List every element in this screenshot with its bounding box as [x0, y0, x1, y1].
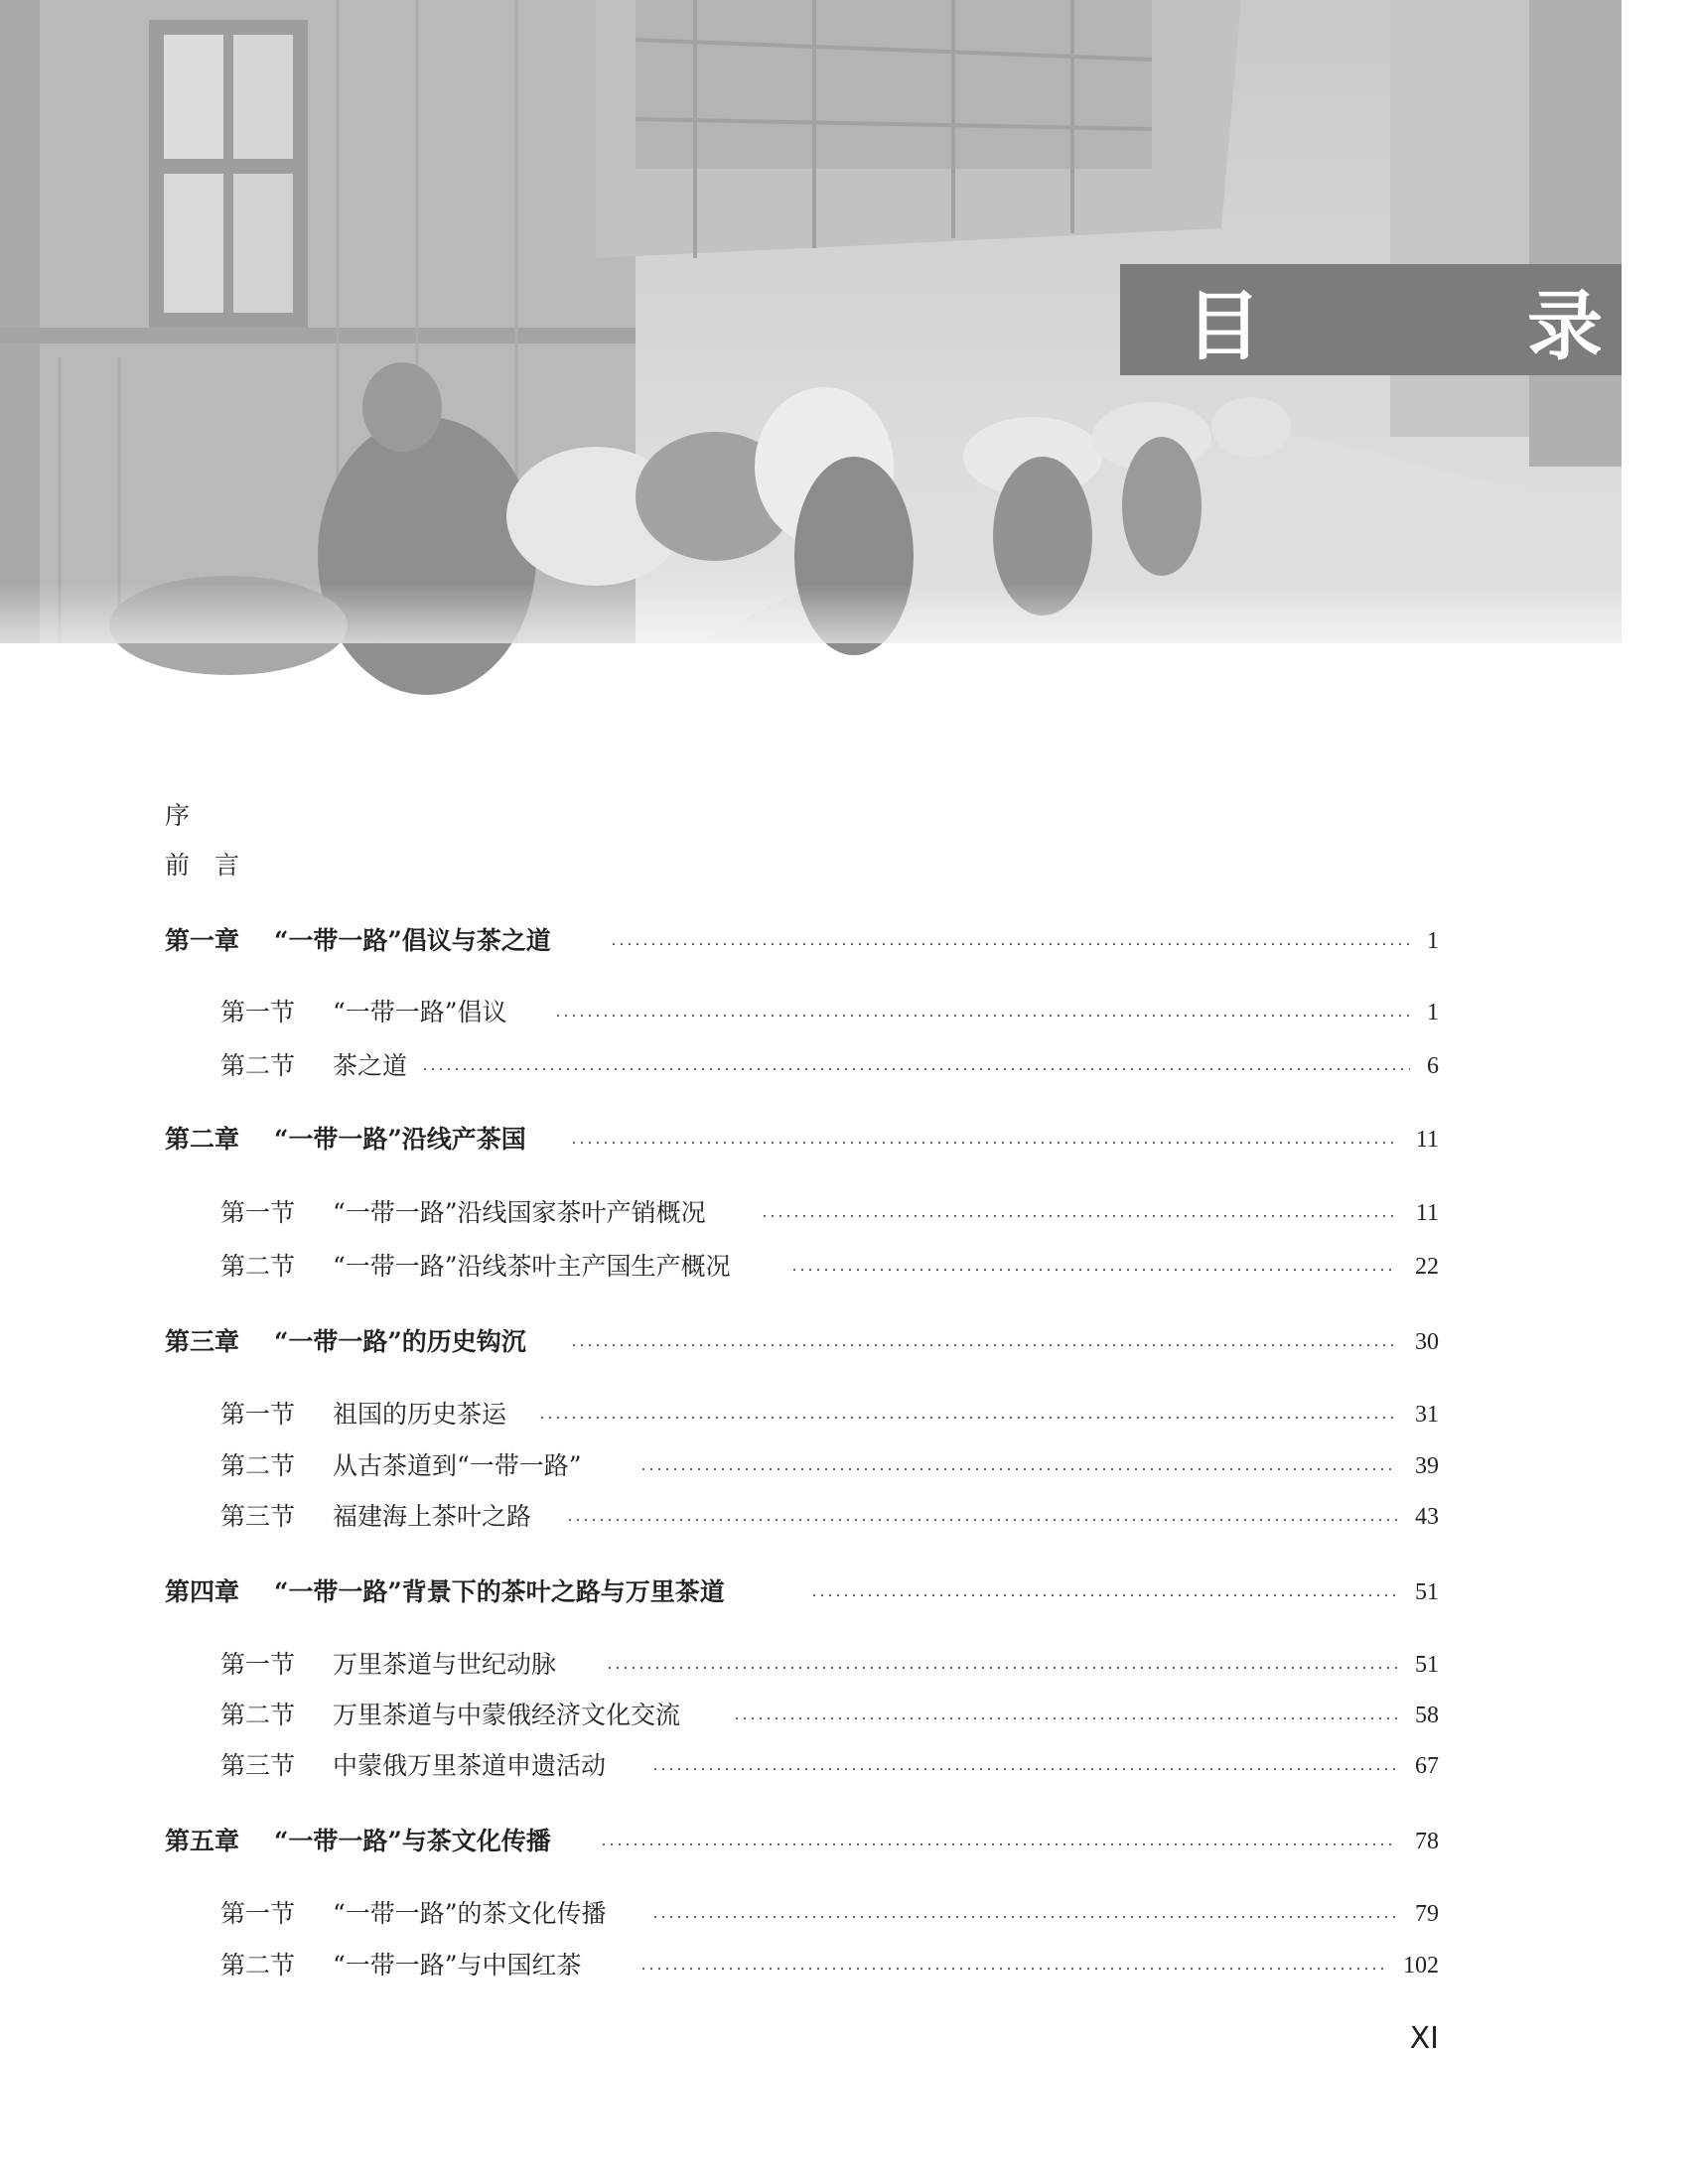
dot-leader — [761, 1215, 1397, 1217]
section-title: “一带一路”沿线茶叶主产国生产概况 — [333, 1252, 731, 1281]
page-folio: XI — [1409, 2021, 1439, 2056]
chapter-title: “一带一路”与茶文化传播 — [274, 1827, 551, 1855]
title-box — [1120, 264, 1698, 375]
toc-section-1-1[interactable] — [0, 993, 1622, 1032]
section-number: 第二节 — [220, 1451, 296, 1480]
toc-chapter-label — [165, 1572, 725, 1612]
toc-chapter-4[interactable] — [0, 1572, 1622, 1612]
toc-chapter-2[interactable] — [0, 1120, 1622, 1160]
page-number: 1 — [1427, 1000, 1439, 1025]
toc-section-5-1[interactable] — [0, 1894, 1622, 1934]
toc-section-3-3[interactable] — [0, 1497, 1622, 1537]
dot-leader — [733, 1717, 1397, 1719]
dot-leader — [651, 1916, 1397, 1918]
dot-leader — [421, 1068, 1410, 1070]
toc-front-label: 前 言 — [165, 851, 240, 880]
header-photo — [0, 0, 1698, 643]
dot-leader — [554, 1015, 1410, 1017]
section-title: 茶之道 — [333, 1051, 408, 1080]
page-number: 51 — [1415, 1579, 1439, 1605]
dot-leader — [566, 1519, 1397, 1521]
toc-section-label — [220, 1946, 582, 1985]
section-number: 第一节 — [220, 1400, 296, 1429]
toc-front-label: 序 — [165, 801, 191, 830]
toc-section-label — [220, 993, 507, 1032]
section-number: 第一节 — [220, 998, 296, 1026]
page-number: 22 — [1415, 1254, 1439, 1280]
chapter-number: 第四章 — [165, 1577, 240, 1606]
toc-chapter-label — [165, 1322, 526, 1362]
dot-leader — [610, 943, 1410, 945]
page-number: 39 — [1415, 1453, 1439, 1479]
chapter-title: “一带一路”背景下的茶叶之路与万里茶道 — [274, 1577, 725, 1606]
toc-section-label — [220, 1446, 582, 1486]
dot-leader — [639, 1968, 1383, 1970]
toc-chapter-label — [165, 921, 551, 961]
section-number: 第三节 — [220, 1502, 296, 1531]
dot-leader — [570, 1344, 1397, 1346]
chapter-number: 第五章 — [165, 1827, 240, 1855]
section-title: 万里茶道与中蒙俄经济文化交流 — [333, 1701, 681, 1729]
chapter-number: 第三章 — [165, 1327, 240, 1356]
chapter-title: “一带一路”沿线产茶国 — [274, 1125, 526, 1154]
toc-section-3-1[interactable] — [0, 1395, 1622, 1434]
section-number: 第一节 — [220, 1899, 296, 1928]
dot-leader — [651, 1768, 1397, 1770]
page-number: 79 — [1415, 1901, 1439, 1927]
section-title: 中蒙俄万里茶道申遗活动 — [333, 1751, 607, 1780]
dot-leader — [570, 1142, 1397, 1144]
section-title: “一带一路”与中国红茶 — [333, 1951, 582, 1979]
toc-section-2-1[interactable] — [0, 1193, 1622, 1233]
dot-leader — [606, 1667, 1397, 1669]
toc-chapter-5[interactable] — [0, 1822, 1622, 1861]
toc-section-label — [220, 1645, 556, 1685]
section-title: “一带一路”倡议 — [333, 998, 507, 1026]
toc-section-label — [220, 1497, 531, 1537]
page-number: 78 — [1415, 1829, 1439, 1854]
toc-section-4-2[interactable] — [0, 1696, 1622, 1735]
dot-leader — [639, 1468, 1397, 1470]
page-number: 11 — [1415, 1127, 1439, 1153]
page-number: 102 — [1403, 1953, 1439, 1979]
page-number: 30 — [1415, 1329, 1439, 1355]
section-title: “一带一路”的茶文化传播 — [333, 1899, 607, 1928]
page-number: 6 — [1427, 1053, 1439, 1079]
chapter-number: 第二章 — [165, 1125, 240, 1154]
section-number: 第二节 — [220, 1252, 296, 1281]
page-number: 11 — [1415, 1200, 1439, 1226]
section-number: 第二节 — [220, 1701, 296, 1729]
toc-section-4-3[interactable] — [0, 1746, 1622, 1786]
dot-leader — [810, 1594, 1397, 1596]
page-number: 58 — [1415, 1703, 1439, 1728]
section-number: 第三节 — [220, 1751, 296, 1780]
toc-section-label — [220, 1696, 680, 1735]
section-title: 万里茶道与世纪动脉 — [333, 1650, 557, 1679]
toc-front-matter-foreword[interactable] — [0, 846, 1622, 886]
dot-leader — [538, 1417, 1397, 1419]
toc-chapter-label — [165, 1120, 526, 1160]
section-number: 第二节 — [220, 1051, 296, 1080]
page-number: 43 — [1415, 1504, 1439, 1530]
toc-section-label — [220, 1247, 731, 1287]
toc-section-4-1[interactable] — [0, 1645, 1622, 1685]
page-number: 51 — [1415, 1652, 1439, 1678]
toc-chapter-1[interactable] — [0, 921, 1622, 961]
photo-fade — [0, 584, 1622, 643]
page-number: 67 — [1415, 1753, 1439, 1779]
dot-leader — [600, 1843, 1397, 1845]
toc-section-label — [220, 1193, 706, 1233]
toc-section-label — [220, 1746, 606, 1786]
page-number: 1 — [1427, 928, 1439, 954]
chapter-title: “一带一路”的历史钩沉 — [274, 1327, 526, 1356]
page-number: 31 — [1415, 1402, 1439, 1428]
page-title: 目 录 — [1186, 281, 1698, 370]
section-number: 第一节 — [220, 1198, 296, 1227]
section-title: 福建海上茶叶之路 — [333, 1502, 532, 1531]
section-title: 从古茶道到“一带一路” — [333, 1451, 582, 1480]
toc-section-3-2[interactable] — [0, 1446, 1622, 1486]
toc-section-2-2[interactable] — [0, 1247, 1622, 1287]
toc-section-label — [220, 1894, 607, 1934]
toc-chapter-label — [165, 1822, 551, 1861]
toc-section-1-2[interactable] — [0, 1046, 1622, 1086]
toc-section-label — [220, 1395, 506, 1434]
toc-section-5-2[interactable] — [0, 1946, 1622, 1985]
dot-leader — [790, 1269, 1397, 1271]
section-number: 第二节 — [220, 1951, 296, 1979]
chapter-title: “一带一路”倡议与茶之道 — [274, 926, 551, 955]
section-title: “一带一路”沿线国家茶叶产销概况 — [333, 1198, 706, 1227]
section-title: 祖国的历史茶运 — [333, 1400, 507, 1429]
toc-chapter-3[interactable] — [0, 1322, 1622, 1362]
toc-section-label — [220, 1046, 407, 1086]
toc-front-matter-preface[interactable] — [0, 796, 1622, 836]
section-number: 第一节 — [220, 1650, 296, 1679]
chapter-number: 第一章 — [165, 926, 240, 955]
